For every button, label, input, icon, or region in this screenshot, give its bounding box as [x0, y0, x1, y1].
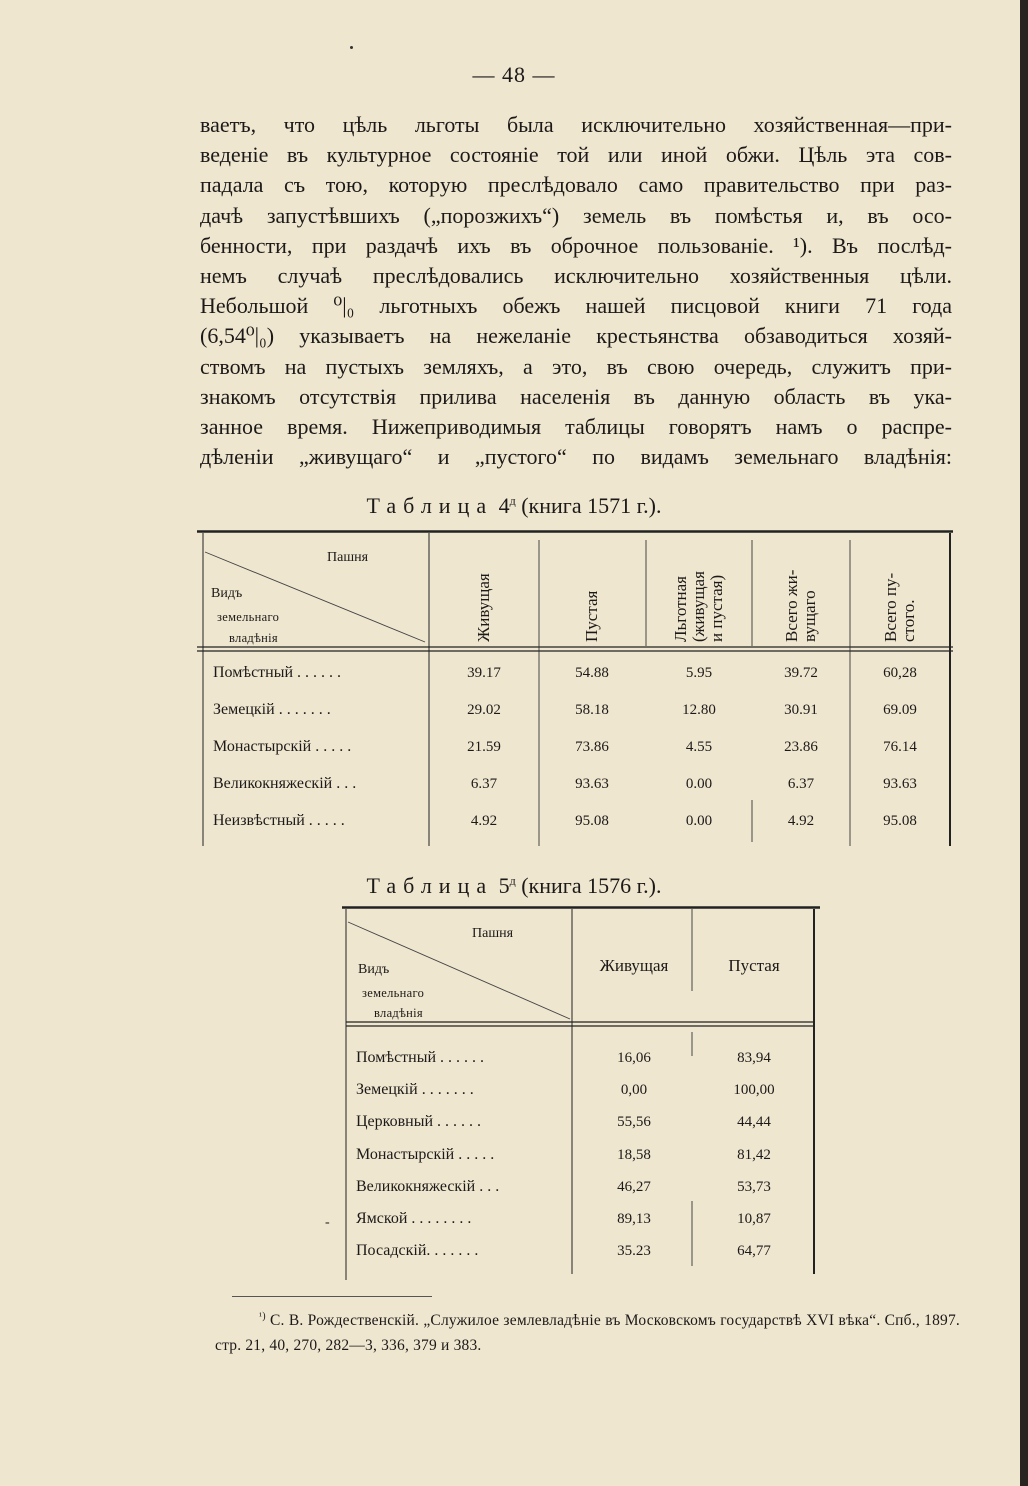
table5-row-name: Великокняжескій . . . — [356, 1177, 500, 1195]
table4-caption-rest: (книга 1571 г.). — [521, 493, 662, 518]
table4-col-header: Пустая — [582, 590, 601, 642]
table4-cell: 58.18 — [575, 702, 609, 718]
table4-cell: 69.09 — [883, 702, 917, 718]
body-paragraph — [200, 110, 952, 472]
table5-caption-num: 5 — [498, 873, 510, 898]
body-line: дѣленіи „живущаго“ и „пустого“ по видамъ земельнаго владѣнія: — [200, 444, 952, 470]
table4-cell: 6.37 — [470, 776, 498, 792]
table4-corner-vlad: владѣнія — [229, 631, 278, 645]
table4-cell: 39.72 — [784, 665, 818, 681]
table4-cell: 95.08 — [883, 813, 917, 829]
table5-caption-rest: (книга 1576 г.). — [521, 873, 662, 898]
footnote-mark: ¹) — [259, 1311, 266, 1322]
page-edge — [1020, 0, 1028, 1486]
table5 — [342, 906, 820, 1280]
table5-caption-sup: д — [509, 873, 516, 888]
table5-row-name: Помѣстный . . . . . . — [356, 1049, 485, 1066]
body-line: ваетъ, что цѣль льготы была исключительно хозяйственная—при- — [200, 112, 952, 137]
table5-cell: 89,13 — [617, 1211, 651, 1227]
body-line: Небольшой ⁰|₀ льготныхъ обежъ нашей писцовой книги 71 года — [200, 293, 952, 319]
table5-cell: 16,06 — [617, 1050, 651, 1066]
table4-row-name: Неизвѣстный . . . . . — [213, 812, 345, 829]
table4-cell: 0.00 — [685, 776, 713, 792]
table4-cell: 6.37 — [787, 776, 815, 792]
table5-cell: 35.23 — [617, 1243, 651, 1260]
table5-cell: 55,56 — [617, 1114, 651, 1131]
table4-cell: 93.63 — [883, 776, 917, 792]
table4-col-header: Льготная (живущая и пустая) — [671, 571, 726, 642]
table4-cell: 76.14 — [883, 739, 917, 755]
table5-cell: 83,94 — [737, 1050, 771, 1066]
table4-cell: 0.00 — [685, 813, 713, 829]
table5-row-name: Ямской . . . . . . . . — [356, 1210, 472, 1227]
table5-cell: 53,73 — [737, 1178, 771, 1195]
table4-cell: 4.92 — [787, 813, 815, 829]
table5-cell: 18,58 — [617, 1146, 651, 1163]
footnote-text: С. В. Рождественскій. „Служилое землевладѣніе въ Московскомъ государствѣ XVI вѣка“. Спб., 1897. стр. 21, 40, 270, 282—3, 336, 379 и 383. — [215, 1312, 961, 1355]
table4-corner-vid: Видъ — [211, 586, 243, 601]
footnote — [215, 1304, 960, 1358]
table4-cell: 54.88 — [575, 665, 609, 681]
body-line: бенности, при раздачѣ ихъ въ оброчное пользованіе. ¹). Въ послѣд- — [200, 232, 952, 258]
body-line: немъ случаѣ преслѣдовались исключительно хозяйственныя цѣли. — [200, 263, 952, 289]
table4-cell: 12.80 — [682, 702, 716, 718]
table5-corner-pashnya: Пашня — [472, 926, 514, 941]
table4 — [197, 530, 953, 846]
table5-cell: 81,42 — [737, 1146, 771, 1163]
table4-cell: 60,28 — [883, 665, 917, 681]
table5-cell: 46,27 — [617, 1178, 651, 1195]
table5-corner-zem: земельнаго — [362, 986, 425, 1000]
table4-col-header: Живущая — [474, 573, 493, 642]
body-line: веденіе въ культурное состояніе той или иной обжи. Цѣль эта сов- — [200, 142, 952, 168]
table5-cell: 100,00 — [733, 1082, 775, 1099]
table4-caption — [0, 493, 1028, 519]
table4-cell: 4.92 — [470, 813, 498, 829]
table5-row-name: Посадскій. . . . . . . — [356, 1242, 479, 1260]
table5-col-header: Пустая — [728, 956, 780, 975]
table4-row-name: Монастырскій . . . . . — [213, 738, 352, 755]
table5-corner-vid: Видъ — [358, 962, 390, 977]
table4-row-name: Земецкій . . . . . . . — [213, 701, 331, 718]
table4-cell: 23.86 — [784, 739, 818, 755]
table5-cell: 10,87 — [737, 1211, 771, 1227]
table4-row-name: Помѣстный . . . . . . — [213, 664, 342, 681]
body-line: падала съ тою, которую преслѣдовало само правительство при раз- — [200, 172, 952, 198]
body-line: дачѣ запустѣвшихъ („порозжихъ“) земель въ помѣстья и, въ осо- — [200, 202, 952, 228]
table4-caption-word: Таблица — [366, 493, 494, 518]
table5-row-name: Церковный . . . . . . — [356, 1113, 482, 1131]
table4-cell: 39.17 — [467, 665, 501, 681]
table5-caption-word: Таблица — [366, 873, 494, 898]
table4-cell: 21.59 — [467, 739, 501, 755]
table4-cell: 5.95 — [685, 665, 713, 681]
table5-cell: 44,44 — [737, 1114, 771, 1131]
page-number: — 48 — — [472, 62, 556, 87]
table5-cell: 64,77 — [737, 1243, 771, 1260]
ink-speck — [350, 46, 353, 49]
table4-corner-pashnya: Пашня — [327, 550, 369, 565]
table4-cell: 30.91 — [784, 702, 818, 718]
table4-cell: 95.08 — [575, 813, 609, 829]
footnote-rule — [232, 1296, 432, 1297]
body-line: (6,54⁰|₀) указываетъ на нежеланіе крестьянства обзаводиться хозяй- — [200, 323, 952, 349]
table5-col-header: Живущая — [599, 956, 669, 975]
table5-corner-vlad: владѣнія — [374, 1006, 423, 1020]
table5-caption — [0, 873, 1028, 899]
table4-col-header: Всего пу- стого. — [881, 572, 918, 642]
table4-cell: 73.86 — [575, 739, 609, 755]
table4-corner-zem: земельнаго — [217, 610, 280, 624]
table4-cell: 93.63 — [575, 776, 609, 792]
table5-row-name: Земецкій . . . . . . . — [356, 1081, 474, 1099]
body-line: знакомъ отсутствія прилива населенія въ данную область въ ука- — [200, 383, 952, 409]
body-line: занное время. Нижеприводимыя таблицы говорятъ намъ о распре- — [200, 414, 952, 440]
table4-col-header: Всего жи- вущаго — [782, 569, 819, 642]
table5-cell: 0,00 — [620, 1082, 648, 1099]
margin-dash: - — [325, 1215, 330, 1230]
table4-caption-num: 4 — [498, 493, 510, 518]
table4-cell: 4.55 — [685, 739, 713, 755]
body-line: ствомъ на пустыхъ земляхъ, а это, въ свою очередь, служитъ при- — [200, 353, 952, 379]
table4-row-name: Великокняжескій . . . — [213, 775, 357, 792]
table5-row-name: Монастырскій . . . . . — [356, 1145, 495, 1163]
table4-caption-sup: д — [509, 493, 516, 508]
table4-cell: 29.02 — [467, 702, 501, 718]
